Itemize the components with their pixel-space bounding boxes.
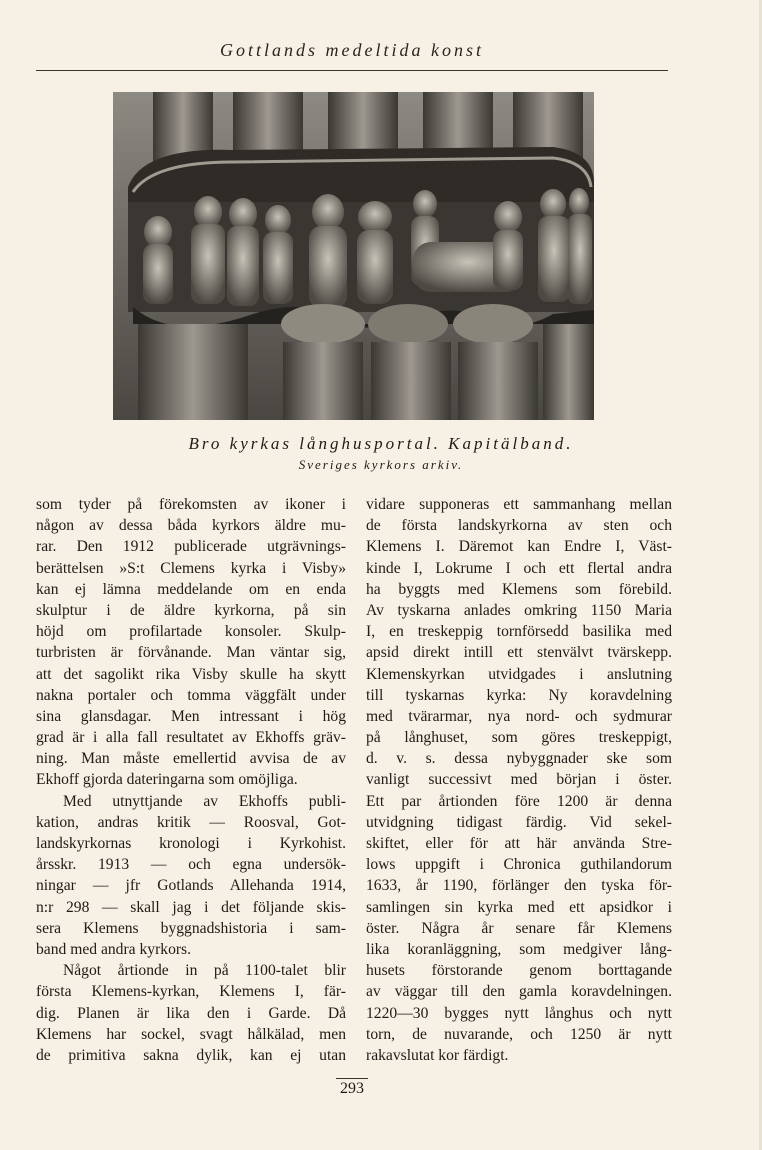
text-line: lika koranläggning, som medgiver lång- — [366, 940, 672, 958]
text-line: kation, andras kritik — Roosval, Got- — [36, 813, 346, 831]
text-line: av väggar till den gamla koravdelningen. — [366, 983, 672, 1001]
text-line: berättelsen »S:t Clemens kyrka i Visby» — [36, 559, 346, 577]
text-line: rar. Den 1912 publicerade utgrävnings- — [36, 538, 346, 556]
capital-band-photo — [113, 92, 594, 420]
figure-credit: Sveriges kyrkors arkiv. — [298, 457, 464, 472]
text-line: band med andra kyrkors. — [36, 940, 192, 958]
text-line: till tyskarnas kyrka: Ny koravdelning — [366, 686, 672, 704]
text-line: landskyrkornas kronologi i Kyrkohist. — [36, 835, 346, 852]
text-line: torn, de nuvarande, och 1250 är nytt — [366, 1025, 672, 1043]
text-line: ningar — jfr Gotlands Allehanda 1914, — [36, 877, 346, 895]
text-line: grad är i alla fall resultatet av Ekhoffs gräv- — [36, 729, 346, 747]
text-line: vidare supponeras ett sammanhang mellan — [366, 496, 672, 513]
text-line: d. v. s. dessa nybyggnader ske som — [366, 750, 672, 768]
folio-rule — [336, 1078, 368, 1079]
text-line: kan ej lämna meddelande om en enda — [36, 580, 346, 598]
text-line: Ekhoff gjorda dateringarna som omöjliga. — [36, 771, 298, 789]
text-line: nakna portaler och tomma väggfält under — [36, 686, 346, 704]
text-line: på långhuset, som göres treskeppigt, — [366, 729, 672, 747]
text-line: Med utnyttjande av Ekhoffs publi- — [63, 792, 346, 810]
text-line: n:r 298 — skall jag i det följande skis- — [36, 898, 346, 916]
text-line: 1633, år 1190, förlänger den tyska för- — [366, 877, 672, 895]
text-line: Ett par årtionden före 1200 är denna — [366, 792, 672, 810]
text-line: Klemenskyrkan utvidgades i anslutning — [366, 665, 672, 683]
text-line: dig. Planen är lika den i Garde. Då — [36, 1004, 346, 1022]
figure-caption: Bro kyrkas långhusportal. Kapitälband. — [188, 434, 574, 453]
text-line: rakavslutat kor färdigt. — [366, 1046, 509, 1064]
right-column — [366, 494, 672, 1066]
text-line: lows uppgift i Chronica guthilandorum — [366, 856, 672, 874]
text-line: de primitiva sakna dylik, kan ej utan — [36, 1046, 346, 1064]
text-line: 1220—30 bygges nytt långhus och nytt — [366, 1004, 672, 1022]
text-line: apsid direkt intill ett stenvälvt tvärskepp. — [366, 644, 672, 662]
text-line: årsskr. 1913 — och egna undersök- — [36, 856, 346, 874]
text-line: turbristen är förvånande. Man väntar sig, — [36, 644, 346, 662]
text-line: med tvärarmar, nya nord- och sydmurar — [366, 707, 672, 725]
text-line: utvidgning tidigast färdig. Vid sekel- — [366, 813, 672, 831]
text-line: husets förstorande genom borttagande — [366, 962, 672, 980]
text-line: som tyder på förekomsten av ikoner i — [36, 496, 346, 513]
text-line: Klemens har sockel, svagt hålkälad, men — [36, 1025, 346, 1043]
text-line: första Klemens-kyrkan, Klemens I, fär- — [36, 983, 346, 1001]
text-line: I, en treskeppig tornförsedd basilika med — [366, 623, 672, 641]
sculpture-illustration — [113, 92, 594, 420]
text-line: ha byggts med Klemens som förebild. — [366, 580, 672, 598]
text-line: ning. Man måste emellertid avvisa de av — [36, 750, 346, 768]
text-line: Klemens I. Däremot kan Endre I, Väst- — [366, 538, 672, 556]
text-line: de första landskyrkorna av sten och — [366, 517, 672, 535]
left-column — [36, 494, 346, 1066]
text-line: någon av dessa båda kyrkors äldre mu- — [36, 517, 346, 535]
text-line: vanligt successivt med början i öster. — [366, 771, 672, 789]
text-line: att det sagolikt rika Visby skulle ha skytt — [36, 665, 346, 683]
text-line: höjd om profilartade konsoler. Skulp- — [36, 623, 346, 641]
text-line: skiftet, eller för att här använda Stre- — [366, 835, 672, 852]
page-number: 293 — [340, 1080, 364, 1097]
text-line: sera Klemens byggnadshistoria i sam- — [36, 919, 346, 937]
text-line: skulptur i de äldre kyrkorna, på sin — [36, 601, 346, 619]
text-line: Av tyskarna anlades omkring 1150 Maria — [366, 601, 672, 619]
text-line: kinde I, Lokrume I och ett flertal andra — [366, 559, 672, 577]
header-rule — [36, 70, 668, 71]
text-line: samlingen sin kyrka med ett apsidkor i — [366, 898, 672, 916]
text-line: Något årtionde in på 1100-talet blir — [63, 962, 346, 980]
text-line: sina glansdagar. Men intressant i hög — [36, 707, 346, 725]
running-header: Gottlands medeltida konst — [220, 40, 484, 60]
text-line: öster. Några år senare får Klemens — [366, 919, 672, 937]
